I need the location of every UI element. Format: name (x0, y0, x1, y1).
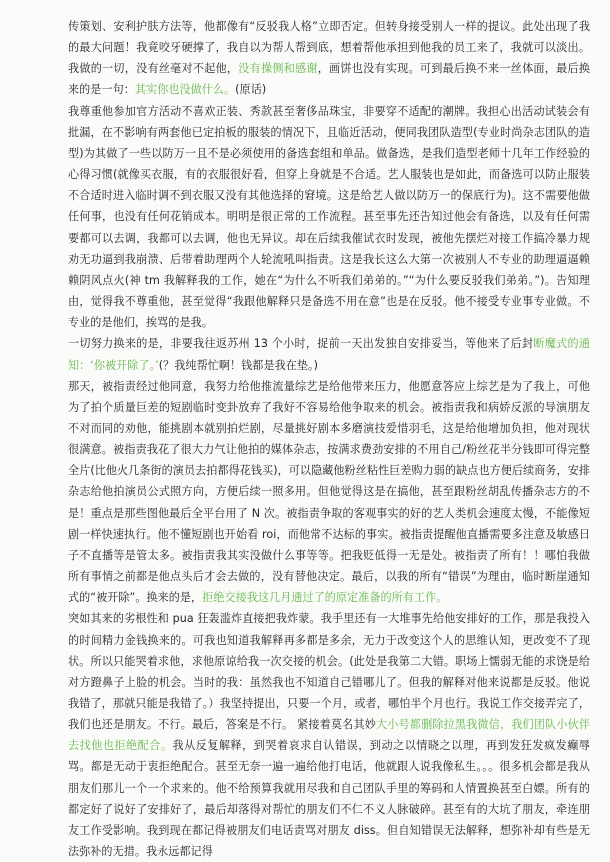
highlighted-text: 拒绝交接我这几月通过了的原定准备的所有工作。 (202, 591, 448, 605)
text-segment: 我尊重他参加官方活动不喜欢正装、秀款甚至奢侈品珠宝，非要穿不适配的潮牌。我担心出活动试装会有批漏，在不影响有两套他已定拍板的服装的情况下，且临近活动，便同我团队造型(专业时尚杂志团队的造型)为其做了一些以防万一且不是必须使用的备选套组和单品。做备选，是我们造型老师十几年工作经验的心得习惯(就像买衣服，有的衣服很好看，但穿上身就是不合适。艺人服装也是如此，而备选可以防止服装不合适时进入临时调不到衣服又没有其他选择的窘境。这是给艺人做以防万一的保底行为)。这不需要他做任何事，也没有任何花销成本。明明是很正常的工作流程。甚至事先还告知过他会有备选，以及有任何需要都可以去调，我都可以去调，他也无异议。却在后续我催试衣时发现，被他先摆烂对接工作搞冷暴力规劝无功逼到我崩溃、后带着助理两个人轮流吼叫指责。这是我长这么大第一次被别人不专业的助理逼逼赖赖阴风点火(神 tm 我解释我的工作，她在“为什么不听我们弟弟的。”“为什么要反驳我们弟弟。”)。告知理由，觉得我不尊重他，甚至觉得“我跟他解释只是备选不用在意”也是在反驳。他不接受专业事专业做。不专业的是他们，挨骂的是我。 (68, 104, 590, 330)
paragraph-5 (68, 608, 590, 862)
text-segment: 我从反复解释，到哭着哀求自认错误，到动之以情晓之以理，再到发狂发疯发癫辱骂。都是无动于衷拒绝配合。甚至无奈一遍一遍给他打电话，他就跟人说我像私生。。。很多机会都是我从朋友们那儿一个一个求来的。他不给预算我就用尽我和自己团队手里的筹码和人情置换甚至白嫖。所有的都定好了说好了安排好了，最后却落得对帮忙的朋友们不仁不义人脉破碎。甚至有的大坑了朋友，牵连朋友工作受影响。我到现在都记得被朋友们电话责骂对朋友 diss。但自知错误无法解释，想弥补却有些是无法弥补的无措。我永远都记得 (68, 739, 590, 859)
text-segment: (原话) (235, 83, 267, 97)
text-segment: 传策划、安利护肤方法等，他都像有“反驳我人格”立即否定。但转身接受别人一样的提议。此处出现了我的最大问题！我竟咬牙硬撑了，我自以为帮人帮到底，想着帮他承担到他我的员工来了，我就可以淡出。我做的一切，没有丝毫对不起他， (68, 20, 590, 76)
paragraph-2 (68, 101, 590, 334)
highlighted-text: 没有操侧和感谢 (238, 62, 318, 76)
highlighted-text: 断魔式的通知：‘你被开除了。’ (68, 337, 590, 372)
paragraph-1 (68, 16, 590, 101)
highlighted-text: 大小号都删除拉黑我微信，我们团队小伙伴去找他也拒绝配合。 (68, 718, 591, 753)
paragraph-3 (68, 333, 590, 375)
text-segment: 突如其来的劣根性和 pua 狂轰滥炸直接把我炸蒙。我手里还有一大堆事先给他安排好的工作，那是我投入的时间精力金钱换来的。可我也知道我解释再多都是多余，无力于改变这个人的思维认知，更改变不了现状。所以只能哭着求他，求他原谅给我一次交接的机会。(此处是我第二大错。职场上懦弱无能的求饶是给对方蹬鼻子上脸的机会。当时的我：虽然我也不知道自己错哪儿了。但我的解释对他来说都是反驳。他说我错了，那就只能是我错了。）我坚持提出，只要一个月，或者，哪怕半个月也行。我说工作交接弄完了，我们也还是朋友。不行。最后，答案是不行。 紧接着莫名其妙 (68, 612, 590, 732)
text-segment: ，画饼也没有实现。可到最后换不来一丝体面，最后换来的是一句： (68, 62, 590, 97)
text-segment: (？我纯帮忙啊！钱都是我在垫。) (158, 358, 318, 372)
paragraph-4 (68, 376, 590, 609)
highlighted-text: 其实你也没做什么。 (134, 83, 236, 97)
text-segment: 一切努力换来的是，非要我往返苏州 13 个小时，捉前一天出发独自安排妥当，等他来了后封 (68, 337, 534, 351)
text-segment: 那天，被指责经过他同意，我努力给他推流量综艺是给他带来压力，他愿意答应上综艺是为了我上，可他为了拍个质量巨差的短剧临时变卦放弃了我好不容易给他争取来的机会。被指责我和病娇反派的导演朋友不对而同的劝他，能挑剧本就别拍烂剧，尽量挑好剧本多磨演技爱惜羽毛，这是给他增加负担，他对现状很满意。被指责我花了很大力气让他拍的媒体杂志，按满求费劲安排的不用自己/粉丝花半分钱即可得完整全片(比他火几条街的演员去拍都得花钱买)，可以隐藏他粉丝粘性巨差购力弱的缺点也方便后续商务，安排杂志给他拍演员公式照方向，方便后续一照多用。但他觉得这是在搞他，甚至跟粉丝胡乱传播杂志方的不是！重点是那些图他最后全平台用了 N 次。被指责争取的客观事实的好的艺人类机会速度太慢，不能像短剧一样快速执行。他不懂短剧也开始看 roi，而他常不达标的事实。被指责提醒他直播需要多注意及敏感日子不直播等是管太多。被指责我其实没做什么事等等。把我贬低得一无是处。被指责了所有！！哪怕我做所有事情之前都是他点头后才会去做的，没有替他决定。最后，以我的所有“错误”为理由，临时断崖通知式的“被开除”。换来的是， (68, 379, 590, 605)
